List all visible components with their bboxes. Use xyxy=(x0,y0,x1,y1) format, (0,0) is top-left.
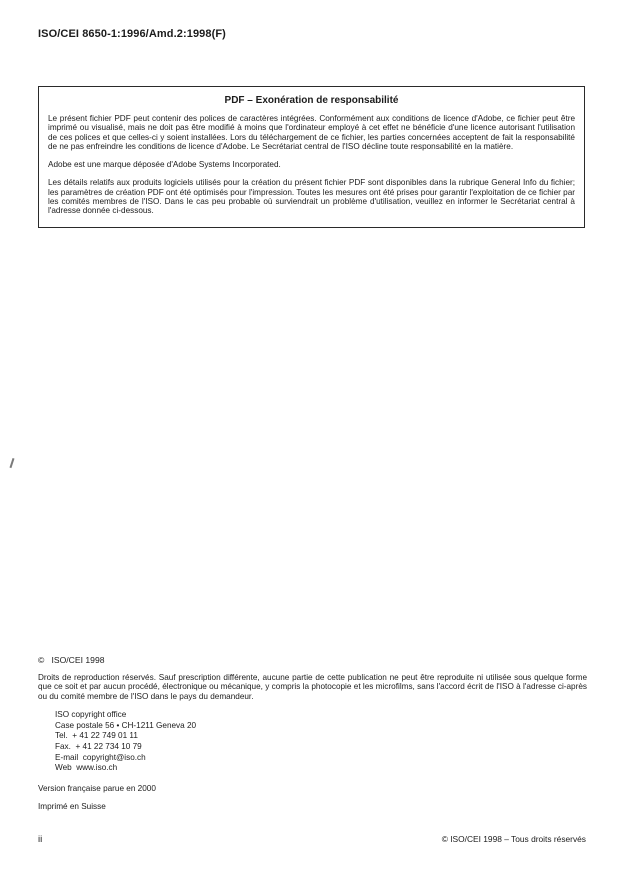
reproduction-rights-text: Droits de reproduction réservés. Sauf prescription différente, aucune partie de cette publication ne peut être reproduite ni utilisée sous quelque forme que ce soit et par aucun procédé, électronique ou mécanique, y compris la photocopie et les microfilms, sans l'accord écrit de l'ISO à l'adresse ci-après ou du comité membre de l'ISO dans le pays du demandeur. xyxy=(38,673,587,701)
footer-copyright-text: © ISO/CEI 1998 – Tous droits réservés xyxy=(441,834,586,844)
address-fax-line: Fax. + 41 22 734 10 79 xyxy=(55,742,142,751)
copyright-section xyxy=(38,655,587,811)
address-postal-line: Case postale 56 • CH-1211 Geneva 20 xyxy=(55,720,197,730)
disclaimer-paragraph-2: Adobe est une marque déposée d'Adobe Systems Incorporated. xyxy=(48,160,281,170)
address-office-line: ISO copyright office xyxy=(55,710,127,720)
page-number: ii xyxy=(38,834,43,845)
pdf-disclaimer-box xyxy=(38,86,585,228)
document-reference-header: ISO/CEI 8650-1:1996/Amd.2:1998(F) xyxy=(38,28,226,40)
disclaimer-title: PDF – Exonération de responsabilité xyxy=(224,95,399,106)
disclaimer-paragraph-3: Les détails relatifs aux produits logiciels utilisés pour la création du présent fichier PDF sont disponibles dans la rubrique General Info du fichier; les paramètres de création PDF ont été optimisés pour l'impression. Toutes les mesures ont été prises pour garantir l'exploitation de ce fichier par les comités membres de l'ISO. Dans le cas peu probable où surviendrait un problème d'utilisation, veuillez en informer le Secrétariat central à l'adresse donnée ci-dessous. xyxy=(48,178,575,216)
address-web-line: Web www.iso.ch xyxy=(55,763,118,773)
address-email-line: E-mail copyright@iso.ch xyxy=(55,752,146,762)
printed-in-line: Imprimé en Suisse xyxy=(38,801,106,811)
iso-address-block xyxy=(55,710,587,774)
copyright-notice: © ISO/CEI 1998 xyxy=(38,655,105,665)
disclaimer-paragraph-1: Le présent fichier PDF peut contenir des polices de caractères intégrées. Conformément aux conditions de licence d'Adobe, ce fichier peut être imprimé ou visualisé, mais ne doit pas être modifié à moins que l'ordinateur employé à cet effet ne bénéficie d'une licence autorisant l'utilisation de ces polices et que celles-ci y soient installées. Lors du téléchargement de ce fichier, les parties concernées acceptent de fait la responsabilité de ne pas enfreindre les conditions de licence d'Adobe. Le Secrétariat central de l'ISO décline toute responsabilité en la matière. xyxy=(48,114,575,151)
page-footer xyxy=(38,834,586,845)
scan-artifact-mark xyxy=(9,458,14,468)
french-version-line: Version française parue en 2000 xyxy=(38,783,156,793)
address-tel-line: Tel. + 41 22 749 01 11 xyxy=(55,731,138,741)
